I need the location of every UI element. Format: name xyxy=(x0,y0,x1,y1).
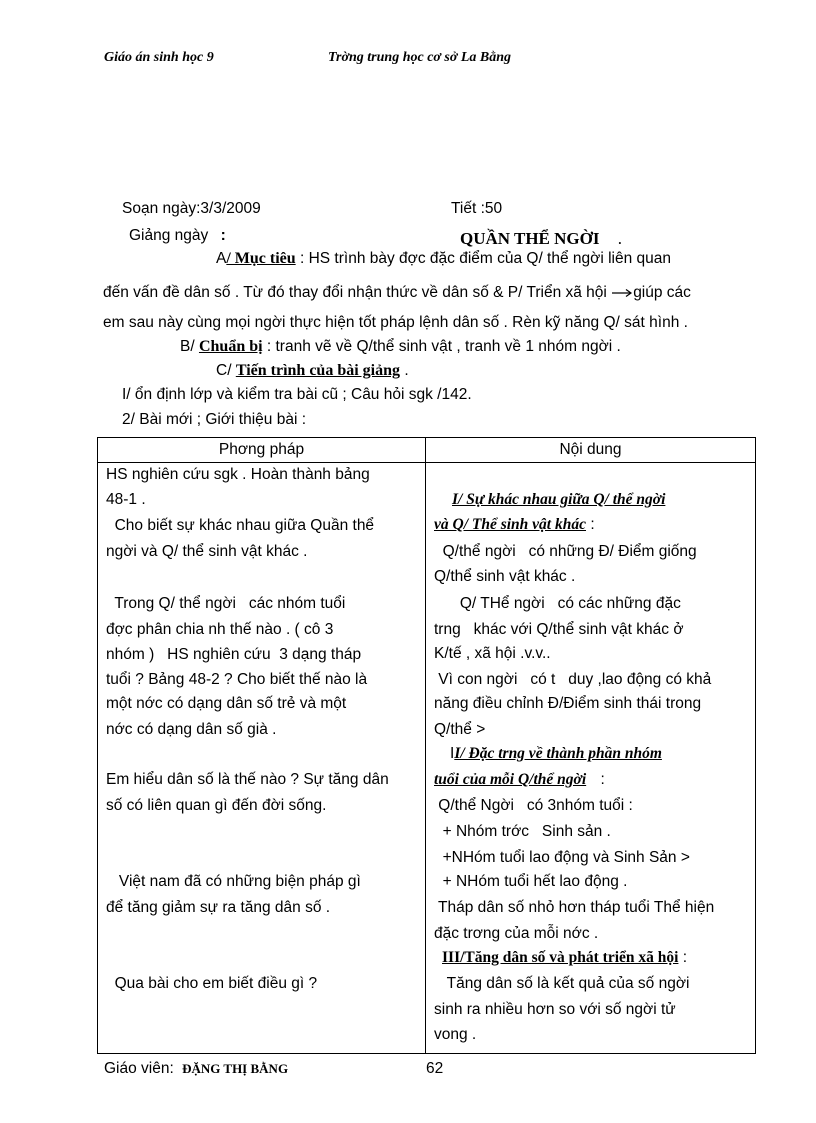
section-3-colon: : xyxy=(682,949,688,966)
content-line: sinh ra nhiều hơn so với số ngời tử xyxy=(434,1001,676,1018)
page-number: 62 xyxy=(426,1060,444,1077)
page-title-dot: . xyxy=(617,229,622,248)
giang-ngay xyxy=(129,227,226,245)
method-line: nhóm ) HS nghiên cứu 3 dạng tháp xyxy=(106,646,362,663)
table-header-row xyxy=(98,438,756,463)
method-line: để tăng giảm sự ra tăng dân số . xyxy=(106,899,331,916)
section-2-colon: : xyxy=(600,771,605,788)
method-line: Cho biết sự khác nhau giữa Quần thể xyxy=(106,517,375,534)
col-header-method: Phơng pháp xyxy=(98,438,426,463)
method-line: Trong Q/ thể ngời các nhóm tuổi xyxy=(106,595,346,612)
right-arrow-icon xyxy=(611,288,633,298)
method-line: ngời và Q/ thể sinh vật khác . xyxy=(106,543,308,560)
footer-teacher-label: Giáo viên: xyxy=(104,1060,174,1077)
footer-teacher-name: ĐẶNG THỊ BẰNG xyxy=(182,1061,289,1076)
section-3-title xyxy=(442,949,687,967)
section-1-title-b: và Q/ Thể sinh vật khác xyxy=(434,516,586,533)
header-left: Giáo án sinh học 9 xyxy=(104,50,214,65)
page-title xyxy=(460,229,622,249)
content-line: Q/thể ngời có những Đ/ Điểm giống xyxy=(434,543,697,560)
section-a-line2 xyxy=(103,284,691,302)
tiet: Tiết :50 xyxy=(451,200,503,217)
method-line: đợc phân chia nh thế nào . ( cô 3 xyxy=(106,621,334,638)
content-line: năng điều chỉnh Đ/Điểm sinh thái trong xyxy=(434,695,702,712)
method-line: Việt nam đã có những biện pháp gì xyxy=(106,873,361,890)
section-1-colon: : xyxy=(590,516,595,533)
section-c-prefix: C/ xyxy=(216,362,232,379)
content-line: đặc trơng của mỗi nớc . xyxy=(434,925,599,942)
section-2-title-b: tuổi của mỗi Q/thể ngời xyxy=(434,771,587,788)
soan-ngay: Soạn ngày:3/3/2009 xyxy=(122,200,261,217)
content-cell xyxy=(426,463,756,1054)
step-1: I/ ổn định lớp và kiểm tra bài cũ ; Câu hỏi sgk /142. xyxy=(122,386,472,403)
section-1-title-line2 xyxy=(434,516,595,534)
section-c-text: . xyxy=(404,362,409,379)
content-line: vong . xyxy=(434,1026,477,1043)
section-a-text1: : HS trình bày đợc đặc điểm của Q/ thể ngời liên quan xyxy=(299,250,671,267)
section-2-prefix: I xyxy=(450,745,455,762)
content-line: Q/thể > xyxy=(434,721,486,738)
step-2: 2/ Bài mới ; Giới thiệu bài : xyxy=(122,411,307,428)
content-line: Q/thể Ngời có 3nhóm tuổi : xyxy=(434,797,633,814)
table-row xyxy=(98,463,756,1054)
method-line: Em hiểu dân số là thế nào ? Sự tăng dân xyxy=(106,771,389,788)
header-right: Trờng trung học cơ sở La Bằng xyxy=(328,50,512,65)
section-b-prefix: B/ xyxy=(180,338,195,355)
method-line: 48-1 . xyxy=(106,491,146,508)
content-line: trng khác với Q/thể sinh vật khác ở xyxy=(434,621,684,638)
section-a-line3: em sau này cùng mọi ngời thực hiện tốt pháp lệnh dân số . Rèn kỹ năng Q/ sát hình . xyxy=(103,314,688,331)
section-2-title xyxy=(450,745,662,763)
section-3-title-text: III/Tăng dân số và phát triển xã hội xyxy=(442,949,679,966)
section-c xyxy=(216,362,409,380)
section-2-title-a: I/ Đặc trng về thành phần nhóm xyxy=(454,745,662,762)
section-a-prefix: A xyxy=(216,250,227,267)
method-line: Qua bài cho em biết điều gì ? xyxy=(106,975,318,992)
content-line: K/tế , xã hội .v.v.. xyxy=(434,645,551,662)
content-line: Q/ THể ngời có các những đặc xyxy=(434,595,681,612)
method-line: HS nghiên cứu sgk . Hoàn thành bảng xyxy=(106,466,370,483)
content-line: Tháp dân số nhỏ hơn tháp tuổi Thể hiện xyxy=(434,899,715,916)
section-1-title xyxy=(452,491,665,509)
section-a-text2b: giúp các xyxy=(633,284,691,301)
section-a-label: / Mục tiêu xyxy=(226,250,296,267)
section-b xyxy=(180,338,621,356)
content-line: Q/thể sinh vật khác . xyxy=(434,568,576,585)
method-line: một nớc có dạng dân số trẻ và một xyxy=(106,695,347,712)
content-line: + Nhóm trớc Sinh sản . xyxy=(434,823,611,840)
section-a-text2a: đến vấn đề dân số . Từ đó thay đổi nhận thức về dân số & P/ Triển xã hội xyxy=(103,284,607,301)
footer-teacher xyxy=(104,1060,288,1078)
col-header-content: Nội dung xyxy=(426,438,756,463)
section-1-title-a: I/ Sự khác nhau giữa Q/ thể ngời xyxy=(452,491,666,508)
section-c-label: Tiến trình của bài giảng xyxy=(235,362,400,379)
section-a-line1 xyxy=(216,250,671,268)
method-line: nớc có dạng dân số già . xyxy=(106,721,277,738)
section-b-label: Chuẩn bị xyxy=(198,338,263,355)
method-cell xyxy=(98,463,426,1054)
page-title-text: QUẦN THỂ NGỜI xyxy=(460,229,600,248)
method-line: số có liên quan gì đến đời sống. xyxy=(106,797,327,814)
content-line: +NHóm tuổi lao động và Sinh Sản > xyxy=(434,849,690,866)
method-line: tuổi ? Bảng 48-2 ? Cho biết thế nào là xyxy=(106,671,368,688)
giang-ngay-label: Giảng ngày xyxy=(129,227,209,244)
giang-ngay-colon: : xyxy=(220,227,226,244)
section-b-text: : tranh vẽ về Q/thể sinh vật , tranh về 1 nhóm ngời . xyxy=(266,338,621,355)
content-line: Vì con ngời có t duy ,lao động có khả xyxy=(434,671,712,688)
content-line: + NHóm tuổi hết lao động . xyxy=(434,873,628,890)
lesson-table xyxy=(97,437,756,1054)
content-line: Tăng dân số là kết quả của số ngời xyxy=(434,975,690,992)
section-2-title-line2 xyxy=(434,771,605,789)
